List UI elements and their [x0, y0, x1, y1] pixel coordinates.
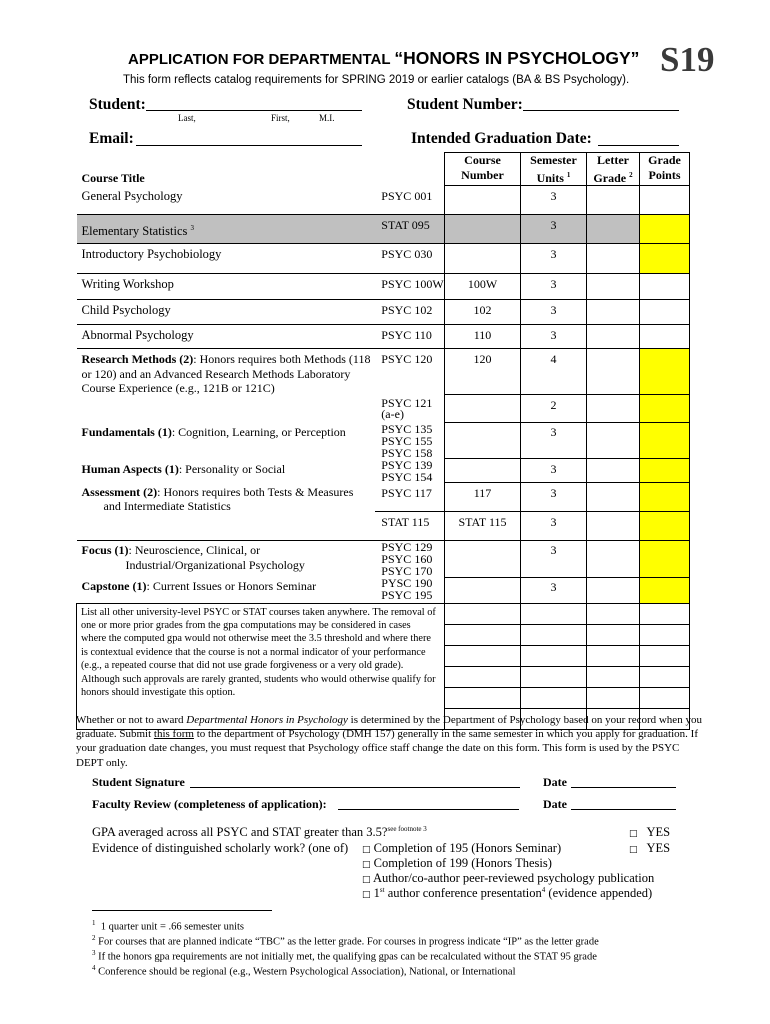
other-course-number-cell[interactable] — [445, 624, 521, 645]
form-title-part2: “HONORS IN PSYCHOLOGY” — [394, 48, 640, 68]
footnote-text: 1 quarter unit = .66 semester units — [100, 921, 245, 933]
letter-grade-cell[interactable] — [587, 541, 640, 578]
course-code: PSYC 120 — [375, 349, 444, 395]
ordinal-sup: st — [379, 886, 385, 894]
option-honors-seminar[interactable] — [362, 841, 561, 856]
course-number-cell[interactable] — [445, 244, 521, 274]
research-methods-title — [77, 349, 376, 423]
faculty-review-field[interactable] — [338, 809, 519, 810]
option-label: 1 — [373, 886, 380, 901]
course-code: PSYC 139 PSYC 154 — [381, 457, 433, 484]
option-label: Completion of 195 (Honors Seminar) — [373, 841, 562, 855]
email-field[interactable] — [136, 145, 362, 146]
units-cell: 3 — [521, 541, 587, 578]
grade-points-cell[interactable] — [640, 459, 690, 483]
course-number-cell[interactable] — [445, 577, 521, 603]
units-cell: 3 — [521, 577, 587, 603]
table-row — [77, 186, 690, 215]
grade-points-cell[interactable] — [640, 512, 690, 541]
grade-points-cell[interactable] — [640, 349, 690, 395]
student-number-field[interactable] — [523, 110, 679, 111]
other-points-cell[interactable] — [640, 603, 690, 624]
checkbox-icon: □ — [362, 845, 371, 855]
units-cell: 4 — [521, 349, 587, 395]
other-units-cell[interactable] — [521, 687, 587, 708]
letter-grade-cell[interactable] — [587, 459, 640, 483]
assessment-text-2: and Intermediate Statistics — [103, 499, 231, 513]
letter-grade-cell[interactable] — [587, 349, 640, 395]
units-cell: 3 — [521, 483, 587, 512]
first-name-hint: First, — [271, 113, 290, 123]
grade-points-cell[interactable] — [640, 325, 690, 349]
letter-grade-cell[interactable] — [587, 215, 640, 244]
letter-grade-cell[interactable] — [587, 325, 640, 349]
course-title: Introductory Psychobiology — [77, 244, 376, 274]
course-code: STAT 115 — [375, 512, 444, 541]
focus-text: : Neuroscience, Clinical, or — [128, 543, 261, 557]
other-course-number-cell[interactable] — [445, 645, 521, 666]
units-cell: 3 — [521, 423, 587, 459]
capstone-bold: Capstone (1) — [81, 579, 147, 593]
course-number-cell: 100W — [445, 274, 521, 300]
footnote-number: 3 — [92, 949, 96, 957]
course-number-cell: STAT 115 — [445, 512, 521, 541]
yes-label: YES — [646, 825, 671, 839]
course-code: PSYC 100W — [375, 274, 444, 300]
footnote-number: 1 — [92, 919, 96, 927]
para-underline: this form — [153, 728, 194, 741]
human-aspects-title — [77, 459, 376, 483]
other-course-number-cell[interactable] — [445, 603, 521, 624]
yes-label: YES — [646, 841, 671, 855]
footnote-number: 2 — [92, 934, 96, 942]
footnote-divider — [92, 910, 272, 911]
course-number-cell[interactable] — [445, 186, 521, 215]
course-code: PSYC 110 — [375, 325, 444, 349]
gpa-question — [92, 825, 427, 840]
other-units-cell[interactable] — [521, 666, 587, 687]
course-number-cell: 110 — [445, 325, 521, 349]
gpa-question-text: GPA averaged across all PSYC and STAT greater than 3.5? — [92, 825, 388, 840]
student-signature-field[interactable] — [190, 787, 520, 788]
capstone-text: : Current Issues or Honors Seminar — [146, 579, 317, 593]
course-number-cell[interactable] — [445, 395, 521, 423]
letter-grade-cell[interactable] — [587, 300, 640, 325]
table-row — [77, 325, 690, 349]
footnote-number: 4 — [92, 964, 96, 972]
units-cell: 3 — [521, 512, 587, 541]
grad-date-field[interactable] — [598, 145, 679, 146]
date-field-2[interactable] — [571, 809, 676, 810]
student-number-label: Student Number: — [407, 96, 523, 113]
other-letter-cell[interactable] — [587, 645, 640, 666]
option-label: Completion of 199 (Honors Thesis) — [373, 856, 552, 870]
other-courses-note: List all other university-level PSYC or STAT courses taken anywhere. The removal of one or more prior grades from the gpa computations may be considered in cases where the computed gpa would not otherwise meet the 3.5 threshold and where there is contextual evidence that the course is not a normal indicator of your performance (e.g., a repeated course that did not use grade forgiveness or a very old grade). Although such approvals are rarely granted, students who would otherwise qualify for honors should investigate this option. — [77, 603, 445, 729]
option-conference[interactable] — [362, 886, 652, 901]
evidence-question: Evidence of distinguished scholarly work? (one of) — [92, 841, 349, 855]
gpa-footnote-ref: see footnote 3 — [387, 825, 427, 833]
focus-title — [77, 541, 376, 578]
table-row — [77, 244, 690, 274]
grade-points-cell[interactable] — [640, 244, 690, 274]
other-course-number-cell[interactable] — [445, 687, 521, 708]
email-label: Email: — [89, 130, 134, 147]
table-row — [77, 459, 690, 483]
units-cell: 3 — [521, 215, 587, 244]
grade-points-cell[interactable] — [640, 300, 690, 325]
last-name-hint: Last, — [178, 113, 196, 123]
option-label: Author/co-author peer-reviewed psychology publication — [372, 871, 655, 885]
course-number-cell[interactable] — [445, 459, 521, 483]
option-label: (evidence appended) — [545, 886, 653, 901]
units-cell: 3 — [521, 459, 587, 483]
evidence-yes-option[interactable] — [629, 841, 670, 856]
para-part: is determined by the Department of Psychology based on your record when you graduate. Submit — [76, 714, 702, 741]
col-units-text: Semester Units — [530, 153, 577, 185]
checkbox-icon: □ — [629, 845, 638, 855]
col-letter-text: Letter Grade — [593, 153, 629, 185]
units-cell: 3 — [521, 244, 587, 274]
course-title: Writing Workshop — [77, 274, 376, 300]
course-title — [77, 215, 376, 244]
student-signature-label: Student Signature — [92, 775, 185, 789]
course-code: PYSC 190 PSYC 195 — [381, 576, 433, 602]
course-number-cell[interactable] — [445, 541, 521, 578]
checkbox-icon: □ — [362, 890, 371, 901]
grade-points-cell[interactable] — [640, 215, 690, 244]
checkbox-icon: □ — [362, 860, 371, 870]
checkbox-icon: □ — [362, 875, 371, 885]
date-label-2: Date — [543, 797, 567, 811]
grade-points-cell[interactable] — [640, 483, 690, 512]
course-number-cell: 102 — [445, 300, 521, 325]
date-label-1: Date — [543, 775, 567, 789]
grade-points-cell[interactable] — [640, 541, 690, 578]
other-course-number-cell[interactable] — [445, 666, 521, 687]
letter-grade-cell[interactable] — [587, 274, 640, 300]
other-points-cell[interactable] — [640, 666, 690, 687]
course-code: PSYC 030 — [375, 244, 444, 274]
course-title-text: Elementary Statistics — [81, 224, 188, 239]
letter-grade-cell[interactable] — [587, 244, 640, 274]
student-name-field[interactable] — [146, 110, 362, 111]
letter-grade-cell[interactable] — [587, 186, 640, 215]
units-cell: 3 — [521, 325, 587, 349]
course-number-cell: 120 — [445, 349, 521, 395]
course-title: Abnormal Psychology — [77, 325, 376, 349]
course-code: PSYC 135 PSYC 155 PSYC 158 — [381, 421, 433, 460]
grade-points-cell[interactable] — [640, 274, 690, 300]
course-code: PSYC 117 — [381, 485, 432, 500]
grade-points-cell[interactable] — [640, 186, 690, 215]
letter-grade-cell[interactable] — [587, 577, 640, 603]
course-number-cell[interactable] — [445, 423, 521, 459]
focus-bold: Focus (1) — [81, 543, 129, 557]
form-title-part1: APPLICATION FOR DEPARTMENTAL — [128, 51, 395, 68]
col-course-number: Course Number — [445, 153, 521, 186]
col-letter-grade — [587, 153, 640, 186]
grade-points-cell[interactable] — [640, 395, 690, 423]
other-letter-cell[interactable] — [587, 603, 640, 624]
para-part: to the department of Psychology (DMH 157) generally in the same semester in which you apply for graduation. If your graduation date changes, you must request that Psychology office staff change the date on this form. This form is used by the PSYC DEPT only. — [76, 728, 698, 769]
research-methods-text: : Honors requires both Methods (118 or 120) and an Advanced Research Methods Laboratory — [81, 352, 371, 381]
footnote-4 — [92, 964, 516, 978]
table-row — [77, 483, 690, 512]
units-cell: 3 — [521, 300, 587, 325]
footnote-text: Conference should be regional (e.g., Western Psychological Association), National, or International — [98, 966, 516, 978]
grad-date-label: Intended Graduation Date: — [411, 130, 592, 147]
assessment-text: : Honors requires both Tests & Measures — [157, 484, 354, 499]
letter-grade-cell[interactable] — [587, 395, 640, 423]
other-units-cell[interactable] — [521, 645, 587, 666]
footnote-2 — [92, 934, 599, 948]
course-number-cell[interactable] — [445, 215, 521, 244]
course-number-cell: 117 — [445, 483, 521, 512]
col-grade-points: Grade Points — [640, 153, 690, 186]
semester-badge: S19 — [660, 40, 715, 79]
other-letter-cell[interactable] — [587, 624, 640, 645]
fundamentals-title — [77, 423, 376, 459]
col-letter-sup: 2 — [629, 170, 633, 179]
col-course-title: Course Title — [81, 171, 145, 185]
units-cell: 3 — [521, 186, 587, 215]
research-methods-bold: Research Methods (2) — [81, 352, 194, 366]
faculty-review-label: Faculty Review (completeness of application): — [92, 797, 327, 811]
course-code: PSYC 001 — [381, 188, 433, 203]
grade-points-cell[interactable] — [640, 423, 690, 459]
middle-initial-hint: M.I. — [319, 113, 335, 123]
course-title: General Psychology — [81, 188, 183, 203]
gpa-yes-option[interactable] — [629, 825, 670, 840]
footnote-1 — [92, 919, 244, 933]
fundamentals-bold: Fundamentals (1) — [81, 424, 172, 439]
other-points-cell[interactable] — [640, 624, 690, 645]
date-field-1[interactable] — [571, 787, 676, 788]
course-code: PSYC 121 (a-e) — [381, 395, 433, 421]
units-cell: 3 — [521, 274, 587, 300]
course-code: PSYC 102 — [375, 300, 444, 325]
human-aspects-text: : Personality or Social — [178, 461, 286, 476]
option-label: author conference presentation — [384, 886, 542, 901]
course-table — [76, 152, 690, 730]
footnote-text: For courses that are planned indicate “TBC” as the letter grade. For courses in progress indicate “IP” as the letter grade — [98, 936, 599, 948]
course-code: PSYC 129 PSYC 160 PSYC 170 — [375, 541, 444, 578]
other-letter-cell[interactable] — [587, 687, 640, 708]
form-subtitle: This form reflects catalog requirements for SPRING 2019 or earlier catalogs (BA & BS Psychology). — [123, 74, 630, 86]
course-title: Child Psychology — [77, 300, 376, 325]
table-header-row — [77, 153, 690, 186]
other-points-cell[interactable] — [640, 687, 690, 708]
letter-grade-cell[interactable] — [587, 423, 640, 459]
other-points-cell[interactable] — [640, 645, 690, 666]
assessment-title — [77, 483, 376, 541]
other-units-cell[interactable] — [521, 603, 587, 624]
col-units — [521, 153, 587, 186]
course-experience-text: Course Experience (e.g., 121B or 121C) — [81, 381, 275, 395]
table-row — [77, 215, 690, 244]
para-part: Whether or not to award — [76, 714, 187, 726]
table-row — [77, 300, 690, 325]
letter-grade-cell[interactable] — [587, 483, 640, 512]
capstone-title — [77, 577, 376, 603]
option-honors-thesis[interactable] — [362, 856, 552, 871]
fundamentals-text: : Cognition, Learning, or Perception — [171, 424, 346, 439]
footnote-3 — [92, 949, 597, 963]
table-row — [77, 541, 690, 578]
human-aspects-bold: Human Aspects (1) — [81, 461, 179, 476]
grade-points-cell[interactable] — [640, 577, 690, 603]
units-cell: 2 — [521, 395, 587, 423]
table-row — [77, 423, 690, 459]
table-row — [77, 349, 690, 395]
instructions-paragraph — [76, 713, 704, 770]
other-units-cell[interactable] — [521, 624, 587, 645]
footnote-text: If the honors gpa requirements are not initially met, the qualifying gpas can be recalculated without the STAT 95 grade — [98, 951, 597, 963]
student-label: Student: — [89, 96, 146, 113]
table-row — [77, 274, 690, 300]
footnote-ref: 4 — [541, 886, 546, 894]
other-courses-row — [77, 603, 690, 624]
checkbox-icon: □ — [629, 829, 638, 839]
letter-grade-cell[interactable] — [587, 512, 640, 541]
focus-text-2: Industrial/Organizational Psychology — [125, 557, 305, 572]
footnote-ref: 3 — [190, 224, 195, 232]
col-units-sup: 1 — [566, 170, 571, 179]
assessment-bold: Assessment (2) — [81, 484, 158, 499]
option-publication[interactable] — [362, 871, 654, 886]
form-title — [128, 48, 639, 69]
course-code: STAT 095 — [375, 215, 444, 244]
para-italic: Departmental Honors in Psychology — [186, 714, 348, 726]
other-letter-cell[interactable] — [587, 666, 640, 687]
table-row — [77, 577, 690, 603]
